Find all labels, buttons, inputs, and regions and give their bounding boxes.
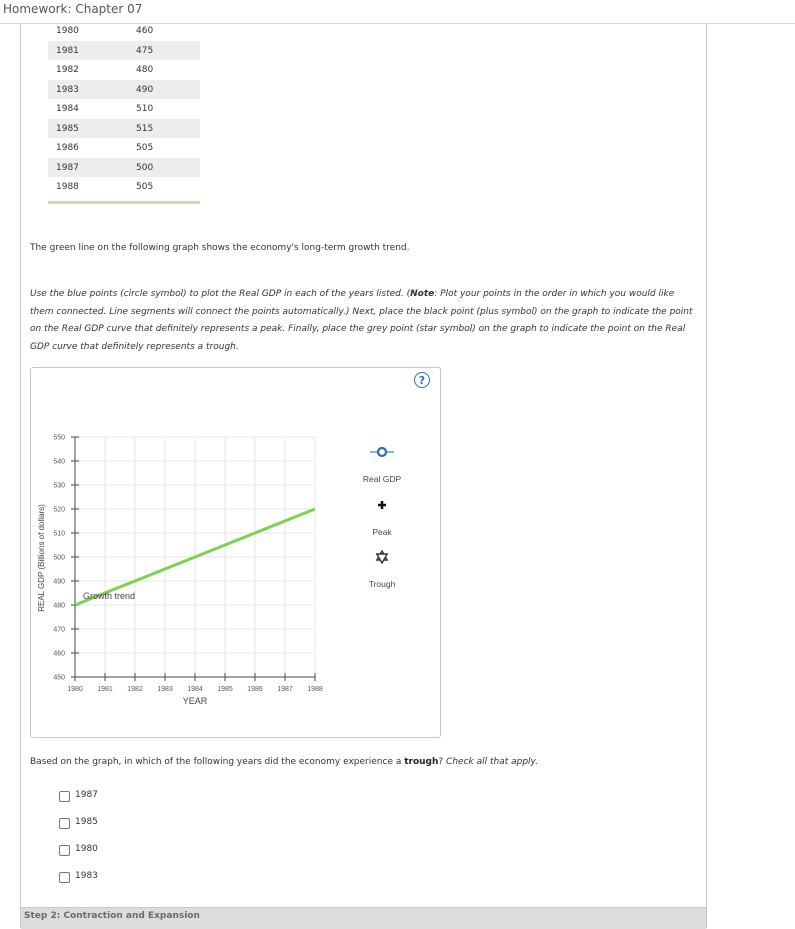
checkbox[interactable] bbox=[59, 845, 70, 856]
table-year: 1985 bbox=[56, 123, 79, 134]
x-tick-label: 1980 bbox=[67, 686, 83, 693]
table-year: 1988 bbox=[56, 182, 79, 192]
plus-icon bbox=[378, 501, 386, 509]
checkbox[interactable] bbox=[59, 791, 70, 802]
growth-trend-label: Growth trend bbox=[83, 591, 136, 601]
table-value: 510 bbox=[136, 104, 154, 114]
option-label: 1987 bbox=[75, 790, 98, 800]
table-year: 1981 bbox=[56, 45, 79, 56]
y-tick-label: 470 bbox=[53, 626, 65, 634]
x-tick-label: 1988 bbox=[307, 686, 323, 693]
help-button[interactable]: ? bbox=[414, 372, 430, 388]
y-tick-label: 550 bbox=[53, 434, 65, 442]
checkbox[interactable] bbox=[59, 872, 70, 883]
legend-real-gdp-label: Real GDP bbox=[362, 474, 402, 484]
table-year: 1986 bbox=[56, 143, 79, 153]
table-year: 1982 bbox=[56, 65, 79, 75]
table-year: 1984 bbox=[56, 104, 79, 114]
circle-icon bbox=[378, 448, 386, 456]
table-value: 500 bbox=[136, 162, 154, 173]
y-tick-label: 530 bbox=[53, 482, 65, 490]
y-tick-label: 460 bbox=[53, 650, 65, 658]
table-value: 505 bbox=[136, 182, 154, 192]
question-text: Based on the graph, in which of the following years did the economy experience a trough? Check all that apply. bbox=[30, 757, 539, 767]
y-tick-label: 510 bbox=[53, 530, 65, 538]
option-label: 1983 bbox=[75, 871, 98, 881]
table-value: 460 bbox=[136, 26, 154, 36]
legend-trough-label: Trough bbox=[368, 579, 396, 589]
table-value: 490 bbox=[136, 84, 154, 95]
option-label: 1985 bbox=[75, 817, 98, 827]
table-year: 1980 bbox=[56, 26, 79, 36]
step-header[interactable] bbox=[21, 907, 706, 929]
table-value: 475 bbox=[136, 45, 154, 56]
legend-peak-label: Peak bbox=[372, 527, 392, 537]
x-tick-label: 1985 bbox=[217, 686, 233, 693]
x-tick-label: 1986 bbox=[247, 686, 263, 693]
y-tick-label: 540 bbox=[53, 458, 65, 466]
x-tick-label: 1981 bbox=[97, 686, 113, 693]
y-tick-label: 450 bbox=[53, 674, 65, 682]
option-label: 1980 bbox=[75, 844, 98, 854]
table-value: 515 bbox=[136, 123, 154, 134]
step-label: Step 2: Contraction and Expansion bbox=[24, 911, 200, 921]
table-year: 1983 bbox=[56, 84, 79, 95]
x-tick-label: 1983 bbox=[157, 686, 173, 693]
x-tick-label: 1982 bbox=[127, 686, 143, 693]
intro-text: The green line on the following graph shows the economy's long-term growth trend. bbox=[30, 243, 410, 253]
y-tick-label: 500 bbox=[53, 554, 65, 562]
y-axis-title: REAL GDP (Billions of dollars) bbox=[37, 504, 46, 612]
table-year: 1987 bbox=[56, 162, 79, 173]
y-tick-label: 480 bbox=[53, 602, 65, 610]
y-tick-label: 490 bbox=[53, 578, 65, 586]
window-title: Homework: Chapter 07 bbox=[3, 2, 143, 16]
table-value: 480 bbox=[136, 65, 154, 75]
checkbox[interactable] bbox=[59, 818, 70, 829]
instructions-text: Use the blue points (circle symbol) to plot the Real GDP in each of the years listed. (Note: Plot your points in the order in which you would like them connected. Line segments will connect the points automatically.) Next, place the black point (plus symbol) on the graph to indicate the point on the Real GDP curve that definitely represents a peak. Finally, place the grey point (star symbol) on the graph to indicate the point on the Real GDP curve that definitely represents a trough. bbox=[30, 289, 693, 352]
x-axis-title: YEAR bbox=[182, 696, 208, 706]
y-tick-label: 520 bbox=[53, 506, 65, 514]
x-tick-label: 1987 bbox=[277, 686, 293, 693]
x-tick-label: 1984 bbox=[187, 686, 203, 693]
table-value: 505 bbox=[136, 143, 154, 153]
